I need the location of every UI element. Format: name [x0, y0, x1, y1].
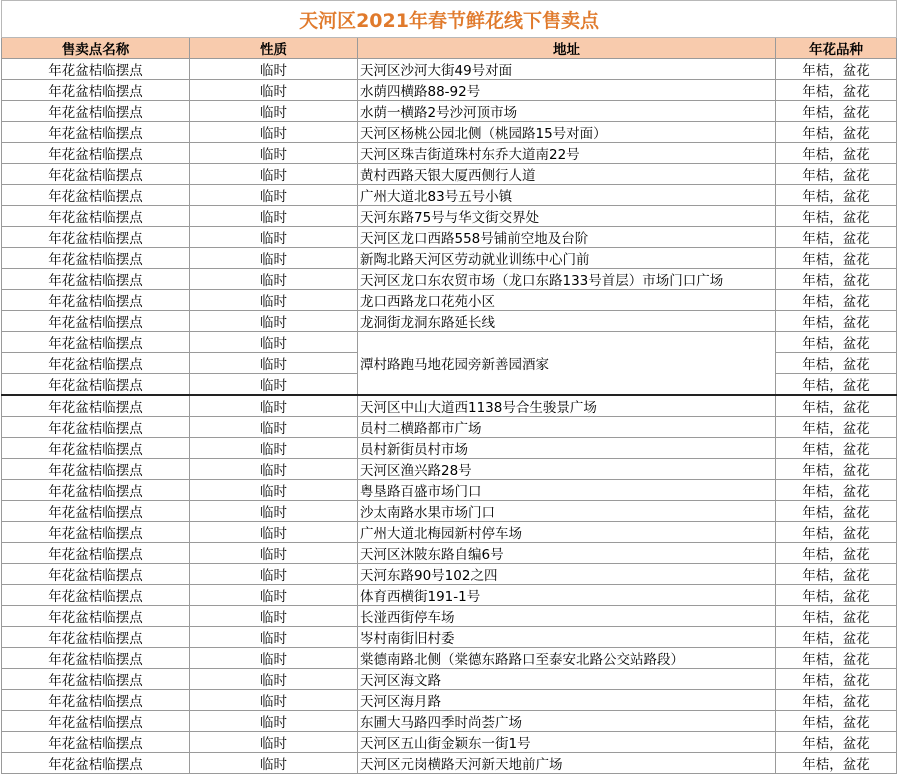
cell-name[interactable]: 年花盆桔临摆点	[2, 332, 190, 353]
table-row	[2, 711, 897, 732]
table-row	[2, 669, 897, 690]
cell-kind[interactable]: 年桔，盆花	[776, 164, 897, 185]
cell-kind[interactable]: 年桔，盆花	[776, 480, 897, 501]
cell-type[interactable]: 临时	[190, 227, 358, 248]
cell-address[interactable]: 沙太南路水果市场门口	[358, 501, 776, 522]
cell-type[interactable]: 临时	[190, 711, 358, 732]
cell-address[interactable]: 天河区珠吉街道珠村东乔大道南22号	[358, 143, 776, 164]
sheet-title: 天河区2021年春节鲜花线下售卖点	[2, 1, 897, 38]
cell-address[interactable]: 东圃大马路四季时尚荟广场	[358, 711, 776, 732]
cell-type[interactable]: 临时	[190, 164, 358, 185]
cell-type[interactable]: 临时	[190, 606, 358, 627]
cell-type[interactable]: 临时	[190, 543, 358, 564]
table-row	[2, 59, 897, 80]
cell-name[interactable]: 年花盆桔临摆点	[2, 374, 190, 396]
cell-address[interactable]: 员村二横路都市广场	[358, 417, 776, 438]
cell-kind[interactable]: 年桔，盆花	[776, 627, 897, 648]
cell-type[interactable]: 临时	[190, 269, 358, 290]
cell-kind[interactable]: 年桔，盆花	[776, 143, 897, 164]
cell-type[interactable]: 临时	[190, 185, 358, 206]
cell-name[interactable]: 年花盆桔临摆点	[2, 669, 190, 690]
table-row	[2, 290, 897, 311]
table-row	[2, 395, 897, 417]
cell-kind[interactable]: 年桔，盆花	[776, 606, 897, 627]
cell-name[interactable]: 年花盆桔临摆点	[2, 627, 190, 648]
cell-kind[interactable]: 年桔，盆花	[776, 564, 897, 585]
table-row	[2, 143, 897, 164]
cell-type[interactable]: 临时	[190, 290, 358, 311]
cell-name[interactable]: 年花盆桔临摆点	[2, 353, 190, 374]
cell-address[interactable]: 天河区龙口东农贸市场（龙口东路133号首层）市场门口广场	[358, 269, 776, 290]
cell-kind[interactable]: 年桔，盆花	[776, 648, 897, 669]
cell-kind[interactable]: 年桔，盆花	[776, 80, 897, 101]
table-row	[2, 564, 897, 585]
cell-name[interactable]: 年花盆桔临摆点	[2, 143, 190, 164]
cell-address[interactable]: 天河区五山街金颖东一街1号	[358, 732, 776, 753]
table-row	[2, 522, 897, 543]
table-row	[2, 269, 897, 290]
cell-kind[interactable]: 年桔，盆花	[776, 332, 897, 353]
cell-kind[interactable]: 年桔，盆花	[776, 501, 897, 522]
cell-address[interactable]: 天河区沙河大街49号对面	[358, 59, 776, 80]
cell-kind[interactable]: 年桔，盆花	[776, 395, 897, 417]
cell-name[interactable]: 年花盆桔临摆点	[2, 648, 190, 669]
table-row	[2, 627, 897, 648]
cell-type[interactable]: 临时	[190, 374, 358, 396]
table-row	[2, 417, 897, 438]
cell-name[interactable]: 年花盆桔临摆点	[2, 606, 190, 627]
cell-kind[interactable]: 年桔，盆花	[776, 690, 897, 711]
table-row	[2, 311, 897, 332]
cell-name[interactable]: 年花盆桔临摆点	[2, 80, 190, 101]
cell-type[interactable]: 临时	[190, 732, 358, 753]
cell-name[interactable]: 年花盆桔临摆点	[2, 269, 190, 290]
cell-address[interactable]: 天河区沐陂东路自编6号	[358, 543, 776, 564]
cell-type[interactable]: 临时	[190, 564, 358, 585]
cell-type[interactable]: 临时	[190, 332, 358, 353]
cell-type[interactable]: 临时	[190, 101, 358, 122]
cell-address[interactable]: 天河区海月路	[358, 690, 776, 711]
cell-type[interactable]: 临时	[190, 80, 358, 101]
cell-type[interactable]: 临时	[190, 459, 358, 480]
cell-name[interactable]: 年花盆桔临摆点	[2, 690, 190, 711]
table-row	[2, 753, 897, 774]
cell-address[interactable]: 天河区元岗横路天河新天地前广场	[358, 753, 776, 774]
cell-type[interactable]: 临时	[190, 122, 358, 143]
cell-kind[interactable]: 年桔，盆花	[776, 732, 897, 753]
cell-address[interactable]: 员村新街员村市场	[358, 438, 776, 459]
cell-type[interactable]: 临时	[190, 585, 358, 606]
cell-name[interactable]: 年花盆桔临摆点	[2, 585, 190, 606]
cell-name[interactable]: 年花盆桔临摆点	[2, 711, 190, 732]
cell-kind[interactable]: 年桔，盆花	[776, 459, 897, 480]
cell-type[interactable]: 临时	[190, 438, 358, 459]
table-row	[2, 248, 897, 269]
cell-name[interactable]: 年花盆桔临摆点	[2, 501, 190, 522]
cell-type[interactable]: 临时	[190, 417, 358, 438]
cell-address[interactable]: 水荫一横路2号沙河顶市场	[358, 101, 776, 122]
cell-address[interactable]: 岑村南街旧村委	[358, 627, 776, 648]
cell-address[interactable]: 天河区中山大道西1138号合生骏景广场	[358, 395, 776, 417]
cell-kind[interactable]: 年桔，盆花	[776, 227, 897, 248]
cell-kind[interactable]: 年桔，盆花	[776, 122, 897, 143]
table-row	[2, 585, 897, 606]
cell-address[interactable]: 广州大道北83号五号小镇	[358, 185, 776, 206]
header-type: 性质	[190, 38, 358, 59]
table-row	[2, 101, 897, 122]
cell-type[interactable]: 临时	[190, 59, 358, 80]
cell-address[interactable]: 长湴西街停车场	[358, 606, 776, 627]
cell-type[interactable]: 临时	[190, 311, 358, 332]
table-row	[2, 332, 897, 353]
cell-name[interactable]: 年花盆桔临摆点	[2, 59, 190, 80]
cell-address[interactable]: 体育西横街191-1号	[358, 585, 776, 606]
sales-points-table	[1, 0, 897, 774]
table-row	[2, 501, 897, 522]
cell-name[interactable]: 年花盆桔临摆点	[2, 459, 190, 480]
table-row	[2, 480, 897, 501]
cell-type[interactable]: 临时	[190, 627, 358, 648]
cell-kind[interactable]: 年桔，盆花	[776, 311, 897, 332]
cell-address[interactable]: 天河东路90号102之四	[358, 564, 776, 585]
table-body	[2, 59, 897, 774]
cell-type[interactable]: 临时	[190, 522, 358, 543]
cell-name[interactable]: 年花盆桔临摆点	[2, 753, 190, 774]
cell-address[interactable]: 棠德南路北侧（棠德东路路口至泰安北路公交站路段）	[358, 648, 776, 669]
table-row	[2, 459, 897, 480]
cell-address[interactable]: 天河区渔兴路28号	[358, 459, 776, 480]
cell-type[interactable]: 临时	[190, 690, 358, 711]
cell-name[interactable]: 年花盆桔临摆点	[2, 101, 190, 122]
cell-type[interactable]: 临时	[190, 480, 358, 501]
header-kind: 年花品种	[776, 38, 897, 59]
cell-kind[interactable]: 年桔，盆花	[776, 522, 897, 543]
table-row	[2, 648, 897, 669]
cell-name[interactable]: 年花盆桔临摆点	[2, 395, 190, 417]
cell-kind[interactable]: 年桔，盆花	[776, 248, 897, 269]
table-row	[2, 732, 897, 753]
cell-type[interactable]: 临时	[190, 353, 358, 374]
cell-kind[interactable]: 年桔，盆花	[776, 290, 897, 311]
table-row	[2, 227, 897, 248]
header-row	[2, 38, 897, 59]
cell-address[interactable]: 水荫四横路88-92号	[358, 80, 776, 101]
cell-kind[interactable]: 年桔，盆花	[776, 543, 897, 564]
cell-name[interactable]: 年花盆桔临摆点	[2, 227, 190, 248]
header-name: 售卖点名称	[2, 38, 190, 59]
cell-kind[interactable]: 年桔，盆花	[776, 417, 897, 438]
header-address: 地址	[358, 38, 776, 59]
cell-kind[interactable]: 年桔，盆花	[776, 206, 897, 227]
cell-kind[interactable]: 年桔，盆花	[776, 438, 897, 459]
table-row	[2, 206, 897, 227]
cell-kind[interactable]: 年桔，盆花	[776, 353, 897, 374]
table-row	[2, 690, 897, 711]
cell-kind[interactable]: 年桔，盆花	[776, 185, 897, 206]
cell-type[interactable]: 临时	[190, 248, 358, 269]
cell-kind[interactable]: 年桔，盆花	[776, 59, 897, 80]
cell-name[interactable]: 年花盆桔临摆点	[2, 732, 190, 753]
table-row	[2, 543, 897, 564]
cell-address[interactable]: 天河东路75号与华文街交界处	[358, 206, 776, 227]
table-row	[2, 185, 897, 206]
cell-type[interactable]: 临时	[190, 206, 358, 227]
cell-name[interactable]: 年花盆桔临摆点	[2, 522, 190, 543]
cell-address[interactable]: 粤垦路百盛市场门口	[358, 480, 776, 501]
cell-name[interactable]: 年花盆桔临摆点	[2, 564, 190, 585]
table-row	[2, 164, 897, 185]
cell-name[interactable]: 年花盆桔临摆点	[2, 248, 190, 269]
cell-name[interactable]: 年花盆桔临摆点	[2, 438, 190, 459]
cell-type[interactable]: 临时	[190, 501, 358, 522]
cell-type[interactable]: 临时	[190, 143, 358, 164]
cell-kind[interactable]: 年桔，盆花	[776, 669, 897, 690]
cell-address[interactable]: 广州大道北梅园新村停车场	[358, 522, 776, 543]
cell-type[interactable]: 临时	[190, 753, 358, 774]
cell-name[interactable]: 年花盆桔临摆点	[2, 122, 190, 143]
cell-kind[interactable]: 年桔，盆花	[776, 374, 897, 396]
cell-address[interactable]: 天河区海文路	[358, 669, 776, 690]
cell-address[interactable]: 天河区龙口西路558号铺前空地及台阶	[358, 227, 776, 248]
cell-name[interactable]: 年花盆桔临摆点	[2, 311, 190, 332]
cell-kind[interactable]: 年桔，盆花	[776, 585, 897, 606]
cell-type[interactable]: 临时	[190, 669, 358, 690]
cell-type[interactable]: 临时	[190, 648, 358, 669]
cell-address[interactable]: 黄村西路天银大厦西侧行人道	[358, 164, 776, 185]
cell-address[interactable]: 天河区杨桃公园北侧（桃园路15号对面）	[358, 122, 776, 143]
table-row	[2, 438, 897, 459]
cell-name[interactable]: 年花盆桔临摆点	[2, 480, 190, 501]
cell-kind[interactable]: 年桔，盆花	[776, 101, 897, 122]
cell-kind[interactable]: 年桔，盆花	[776, 753, 897, 774]
cell-address[interactable]: 潭村路跑马地花园旁新善园酒家	[358, 332, 776, 396]
cell-address[interactable]: 新陶北路天河区劳动就业训练中心门前	[358, 248, 776, 269]
cell-name[interactable]: 年花盆桔临摆点	[2, 290, 190, 311]
table-row	[2, 122, 897, 143]
cell-name[interactable]: 年花盆桔临摆点	[2, 543, 190, 564]
cell-address[interactable]: 龙洞街龙洞东路延长线	[358, 311, 776, 332]
table-row	[2, 80, 897, 101]
cell-address[interactable]: 龙口西路龙口花苑小区	[358, 290, 776, 311]
cell-name[interactable]: 年花盆桔临摆点	[2, 206, 190, 227]
cell-name[interactable]: 年花盆桔临摆点	[2, 185, 190, 206]
cell-name[interactable]: 年花盆桔临摆点	[2, 164, 190, 185]
table-row	[2, 606, 897, 627]
cell-type[interactable]: 临时	[190, 395, 358, 417]
cell-kind[interactable]: 年桔，盆花	[776, 269, 897, 290]
cell-kind[interactable]: 年桔，盆花	[776, 711, 897, 732]
cell-name[interactable]: 年花盆桔临摆点	[2, 417, 190, 438]
